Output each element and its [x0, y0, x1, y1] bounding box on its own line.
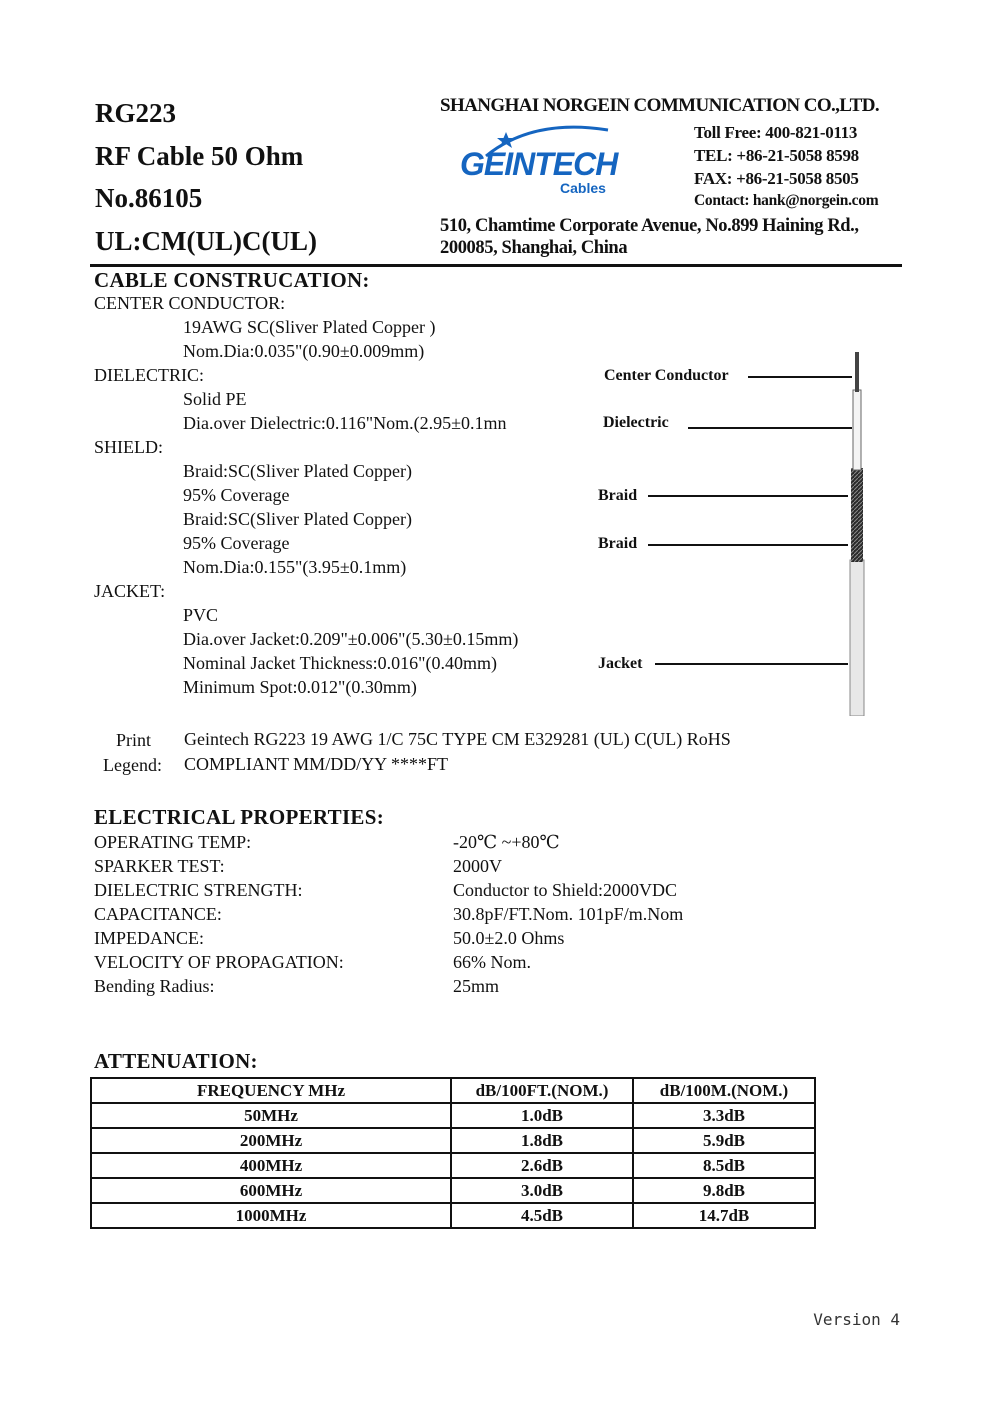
spec-line: Solid PE: [183, 389, 247, 409]
diagram-label-braid: Braid: [598, 535, 638, 552]
address-line-1: 510, Chamtime Corporate Avenue, No.899 Haining Rd.,: [440, 216, 859, 236]
construction-heading: CABLE CONSTRUCATION:: [94, 268, 370, 292]
table-cell: 3.0dB: [451, 1178, 633, 1203]
ul-rating: UL:CM(UL)C(UL): [95, 226, 317, 256]
table-row: [91, 1128, 815, 1153]
electrical-label: DIELECTRIC STRENGTH:: [94, 880, 303, 900]
spec-line: 95% Coverage: [183, 533, 290, 553]
spec-line: Braid:SC(Sliver Plated Copper): [183, 461, 412, 481]
column-header: dB/100FT.(NOM.): [451, 1078, 633, 1103]
tel: TEL: +86-21-5058 8598: [694, 146, 859, 165]
column-header: dB/100M.(NOM.): [633, 1078, 815, 1103]
electrical-label: SPARKER TEST:: [94, 856, 225, 876]
address-line-2: 200085, Shanghai, China: [440, 238, 628, 258]
table-cell: 14.7dB: [633, 1203, 815, 1228]
table-cell: 200MHz: [91, 1128, 451, 1153]
diagram-label-jacket: Jacket: [598, 655, 643, 672]
table-cell: 600MHz: [91, 1178, 451, 1203]
electrical-label: OPERATING TEMP:: [94, 832, 252, 852]
toll-free: Toll Free: 400-821-0113: [694, 123, 858, 142]
leader-line: [655, 663, 848, 665]
spec-line: 19AWG SC(Sliver Plated Copper ): [183, 317, 436, 337]
table-cell: 8.5dB: [633, 1153, 815, 1178]
electrical-value: 25mm: [453, 976, 500, 996]
electrical-heading: ELECTRICAL PROPERTIES:: [94, 805, 385, 829]
spec-line: Braid:SC(Sliver Plated Copper): [183, 509, 412, 529]
company-name: SHANGHAI NORGEIN COMMUNICATION CO.,LTD.: [440, 95, 879, 116]
leader-line: [648, 544, 848, 546]
leader-line: [688, 427, 852, 429]
model-title: RG223: [95, 98, 176, 128]
electrical-label: IMPEDANCE:: [94, 928, 205, 948]
print-legend-label: Print: [116, 730, 152, 750]
spec-line: Dia.over Jacket:0.209"±0.006"(5.30±0.15mm): [183, 629, 519, 649]
table-header-row: [91, 1078, 815, 1103]
column-header: FREQUENCY MHz: [91, 1078, 451, 1103]
table-cell: 1.0dB: [451, 1103, 633, 1128]
part-number: No.86105: [95, 183, 203, 213]
table-cell: 400MHz: [91, 1153, 451, 1178]
electrical-label: CAPACITANCE:: [94, 904, 222, 924]
fax: FAX: +86-21-5058 8505: [694, 169, 859, 188]
print-legend-text: Geintech RG223 19 AWG 1/C 75C TYPE CM E329281 (UL) C(UL) RoHS: [184, 729, 731, 749]
table-row: [91, 1203, 815, 1228]
diagram-label-dielectric: Dielectric: [603, 414, 669, 431]
jacket-label: JACKET:: [94, 581, 166, 601]
electrical-value: 2000V: [453, 856, 502, 876]
attenuation-heading: ATTENUATION:: [94, 1049, 258, 1073]
table-cell: 2.6dB: [451, 1153, 633, 1178]
table-cell: 1000MHz: [91, 1203, 451, 1228]
print-legend-label: Legend:: [103, 755, 162, 775]
spec-line: Nominal Jacket Thickness:0.016"(0.40mm): [183, 653, 497, 673]
spec-line: Minimum Spot:0.012"(0.30mm): [183, 677, 417, 697]
contact-email: Contact: hank@norgein.com: [694, 192, 879, 209]
table-cell: 3.3dB: [633, 1103, 815, 1128]
diagram-label-braid: Braid: [598, 487, 638, 504]
table-row: [91, 1178, 815, 1203]
electrical-value: 50.0±2.0 Ohms: [453, 928, 565, 948]
electrical-value: 66% Nom.: [453, 952, 531, 972]
dielectric-label: DIELECTRIC:: [94, 365, 204, 385]
electrical-label: Bending Radius:: [94, 976, 215, 996]
logo-sub: Cables: [560, 180, 606, 196]
spec-line: Nom.Dia:0.155"(3.95±0.1mm): [183, 557, 407, 577]
cable-cross-section-image: [846, 350, 868, 716]
table-row: [91, 1103, 815, 1128]
electrical-label: VELOCITY OF PROPAGATION:: [94, 952, 344, 972]
cable-type-title: RF Cable 50 Ohm: [95, 141, 304, 171]
center-conductor-label: CENTER CONDUCTOR:: [94, 293, 286, 313]
spec-line: PVC: [183, 605, 219, 625]
table-row: [91, 1153, 815, 1178]
table-cell: 9.8dB: [633, 1178, 815, 1203]
version-label: Version 4: [813, 1310, 900, 1329]
header-divider: [90, 264, 902, 267]
table-cell: 50MHz: [91, 1103, 451, 1128]
shield-label: SHIELD:: [94, 437, 163, 457]
leader-line: [748, 376, 852, 378]
table-cell: 5.9dB: [633, 1128, 815, 1153]
geintech-logo: [458, 118, 623, 203]
spec-line: Nom.Dia:0.035"(0.90±0.009mm): [183, 341, 425, 361]
logo-brand: GEINTECH: [460, 146, 618, 182]
table-cell: 1.8dB: [451, 1128, 633, 1153]
leader-line: [648, 495, 848, 497]
spec-line: 95% Coverage: [183, 485, 290, 505]
electrical-value: -20℃ ~+80℃: [453, 832, 560, 852]
attenuation-table: [90, 1077, 816, 1229]
spec-line: Dia.over Dielectric:0.116"Nom.(2.95±0.1mn: [183, 413, 507, 433]
table-cell: 4.5dB: [451, 1203, 633, 1228]
electrical-value: 30.8pF/FT.Nom. 101pF/m.Nom: [453, 904, 684, 924]
diagram-label-center-conductor: Center Conductor: [604, 367, 729, 384]
print-legend-text: COMPLIANT MM/DD/YY ****FT: [184, 754, 449, 774]
electrical-value: Conductor to Shield:2000VDC: [453, 880, 677, 900]
